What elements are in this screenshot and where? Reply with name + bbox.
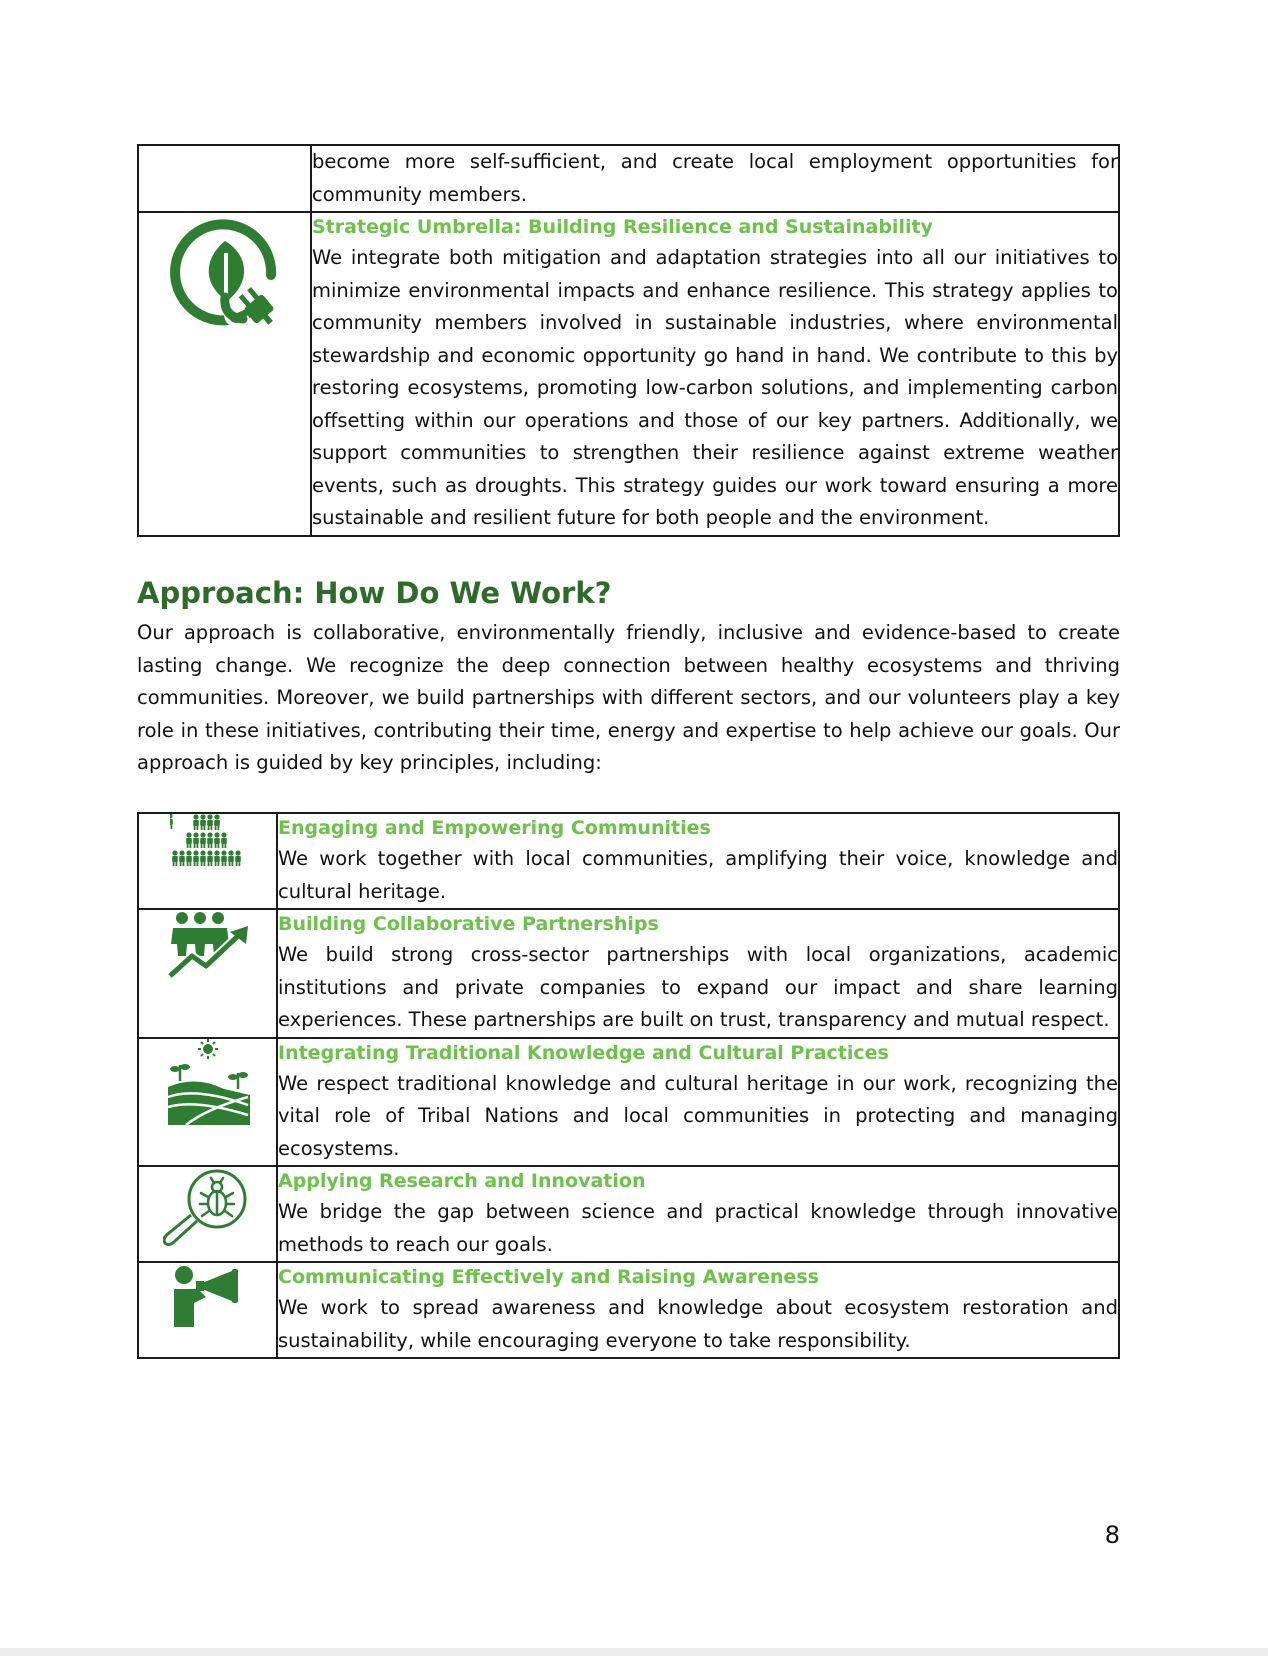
principle-title: Integrating Traditional Knowledge and Cultural Practices	[278, 1041, 889, 1064]
principle-body: We work together with local communities, amplifying their voice, knowledge and cultural heritage.	[278, 847, 1118, 903]
people-growth-icon	[166, 965, 250, 984]
icon-cell	[138, 909, 277, 1038]
text-cell	[277, 1262, 1119, 1358]
principle-body: We bridge the gap between science and practical knowledge through innovative methods to reach our goals.	[278, 1200, 1118, 1256]
table-row	[138, 1262, 1119, 1358]
text-cell	[277, 813, 1119, 909]
principle-body: We respect traditional knowledge and cultural heritage in our work, recognizing the vital role of Tribal Nations and local communities in protecting and managing ecosystems.	[278, 1071, 1118, 1160]
table-row	[138, 813, 1119, 909]
magnifier-bug-icon	[163, 1234, 253, 1253]
text-cell	[311, 212, 1119, 536]
text-cell	[277, 1166, 1119, 1262]
icon-cell	[138, 813, 277, 909]
page-bottom-edge	[0, 1648, 1268, 1656]
leaf-plug-icon	[163, 322, 287, 341]
strategy-table	[137, 144, 1120, 537]
table-row	[138, 145, 1119, 212]
principles-table	[137, 812, 1120, 1359]
text-cell	[311, 145, 1119, 212]
icon-cell	[138, 212, 311, 536]
text-cell	[277, 1038, 1119, 1167]
community-group-icon	[170, 853, 246, 872]
icon-cell	[138, 1166, 277, 1262]
empty-icon-cell	[138, 145, 311, 212]
principle-title: Communicating Effectively and Raising Awareness	[278, 1266, 819, 1288]
table-row	[138, 212, 1119, 536]
principle-body: We build strong cross-sector partnerships with local organizations, academic institutions and private companies to expand our impact and share learning experiences. These partnerships are built on trust, transparency and mutual respect.	[278, 943, 1118, 1031]
text-cell	[277, 909, 1119, 1038]
megaphone-person-icon	[172, 1312, 244, 1331]
page-number: 8	[1104, 1521, 1120, 1549]
section-title: Approach: How Do We Work?	[137, 576, 612, 610]
icon-cell	[138, 1262, 277, 1358]
principle-title: Building Collaborative Partnerships	[278, 913, 659, 935]
principle-title: Engaging and Empowering Communities	[278, 817, 711, 839]
continuation-text: become more self-sufficient, and create local employment opportunities for community members.	[312, 150, 1118, 206]
table-row	[138, 1166, 1119, 1262]
approach-intro: Our approach is collaborative, environmentally friendly, inclusive and evidence-based to create lasting change. We recognize the deep connection between healthy ecosystems and thriving communities. Moreover, we build partnerships with different sectors, and our volunteers play a key role in these initiatives, contributing their time, energy and expertise to help achieve our goals. Our approach is guided by key principles, including:	[137, 621, 1120, 774]
table-row	[138, 1038, 1119, 1167]
principle-body: We work to spread awareness and knowledge about ecosystem restoration and sustainability, while encouraging everyone to take responsibility.	[278, 1296, 1118, 1352]
principle-title: Applying Research and Innovation	[278, 1170, 646, 1192]
strategy-body: We integrate both mitigation and adaptation strategies into all our initiatives to minimize environmental impacts and enhance resilience. This strategy applies to community members involved in sustainable industries, where environmental stewardship and economic opportunity go hand in hand. We contribute to this by restoring ecosystems, promoting low-carbon solutions, and implementing carbon offsetting within our operations and those of our key partners. Additionally, we support communities to strengthen their resilience against extreme weather events, such as droughts. This strategy guides our work toward ensuring a more sustainable and resilient future for both people and the environment.	[312, 246, 1118, 529]
strategy-title: Strategic Umbrella: Building Resilience and Sustainability	[312, 216, 933, 238]
farmland-sun-icon	[166, 1110, 250, 1129]
table-row	[138, 909, 1119, 1038]
icon-cell	[138, 1038, 277, 1167]
